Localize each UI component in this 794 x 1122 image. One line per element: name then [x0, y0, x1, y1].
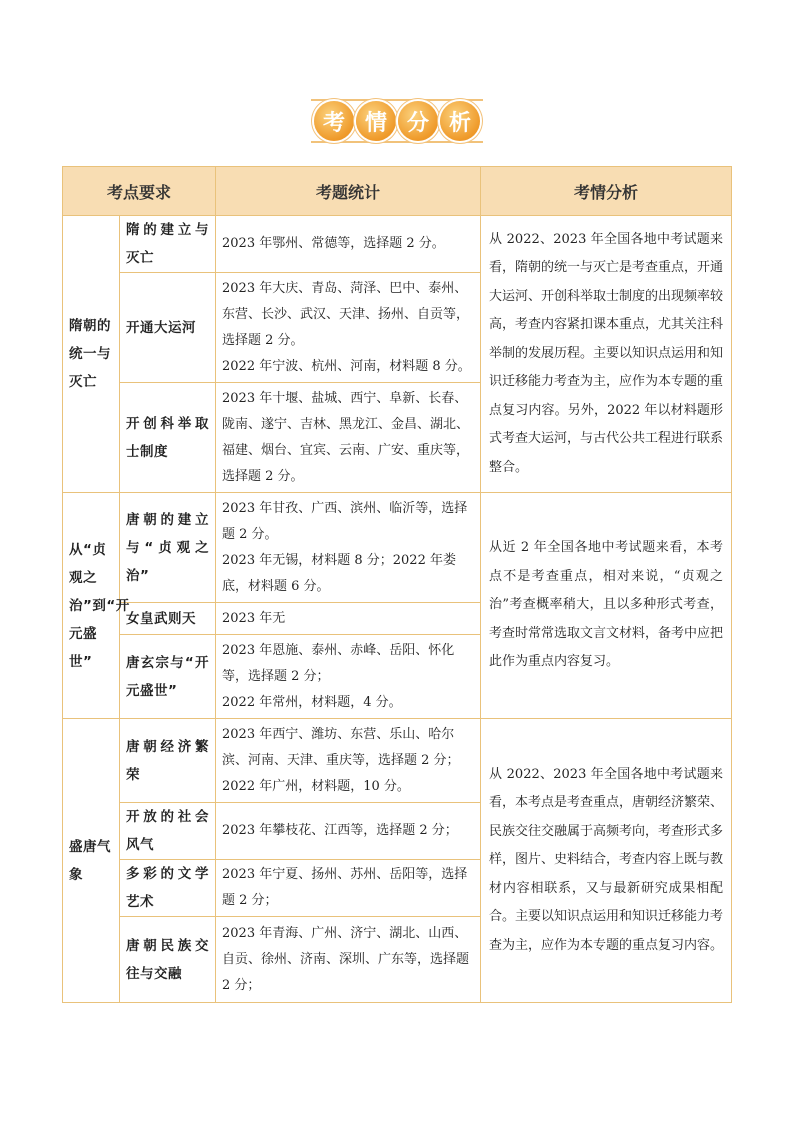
stats-cell [216, 860, 481, 917]
stats-cell [216, 273, 481, 383]
analysis-cell: 从 2022、2023 年全国各地中考试题来看，隋朝的统一与灭亡是考查重点，开通大运河、开创科举取士制度的出现频率较高，考查内容紧扣课本重点，尤其关注科举制的发展历程。主要以知识点运用和知识迁移能力考查为主，应作为本专题的重点复习内容。另外，2022 年以材料题形式考查大运河，与古代公共工程进行联系整合。 [481, 216, 732, 493]
topic-cell: 盛唐气象 [63, 719, 120, 1003]
stats-line: 2023 年无 [222, 610, 286, 626]
page-title [311, 99, 483, 143]
stats-cell [216, 493, 481, 603]
title-char: 析 [440, 101, 480, 141]
subtopic-cell: 开创科举取士制度 [120, 383, 216, 493]
topic-cell: 从“贞观之治”到“开元盛世” [63, 493, 120, 719]
title-char: 情 [356, 101, 396, 141]
subtopic-cell: 女皇武则天 [120, 603, 216, 635]
page-title-banner [0, 96, 794, 146]
table-header-row [63, 167, 732, 216]
stats-cell [216, 635, 481, 719]
stats-cell [216, 917, 481, 1003]
subtopic-cell: 多彩的文学艺术 [120, 860, 216, 917]
stats-cell [216, 803, 481, 860]
header-analysis: 考情分析 [481, 167, 732, 216]
analysis-cell: 从近 2 年全国各地中考试题来看，本考点不是考查重点，相对来说，“贞观之治”考查概率稍大，且以多种形式考查，考查时常常选取文言文材料，备考中应把此作为重点内容复习。 [481, 493, 732, 719]
stats-line: 2023 年西宁、潍坊、东营、乐山、哈尔滨、河南、天津、重庆等，选择题 2 分； [222, 726, 460, 768]
table-row [63, 719, 732, 803]
stats-line: 2023 年攀枝花、江西等，选择题 2 分； [222, 823, 458, 838]
subtopic-cell: 唐朝民族交往与交融 [120, 917, 216, 1003]
header-requirements: 考点要求 [63, 167, 216, 216]
stats-line: 2023 年十堰、盐城、西宁、阜新、长春、陇南、遂宁、吉林、黑龙江、金昌、湖北、福建、烟台、宜宾、云南、广安、重庆等，选择题 2 分。 [222, 390, 470, 484]
header-statistics: 考题统计 [216, 167, 481, 216]
subtopic-cell: 开放的社会风气 [120, 803, 216, 860]
stats-line: 2023 年无锡，材料题 8 分；2022 年娄底，材料题 6 分。 [222, 552, 456, 594]
stats-line: 2022 年广州，材料题，10 分。 [222, 778, 410, 794]
stats-cell [216, 216, 481, 273]
stats-line: 2023 年恩施、泰州、赤峰、岳阳、怀化等，选择题 2 分； [222, 642, 455, 684]
stats-cell [216, 719, 481, 803]
stats-line: 2023 年甘孜、广西、滨州、临沂等，选择题 2 分。 [222, 500, 468, 542]
stats-cell [216, 383, 481, 493]
analysis-cell: 从 2022、2023 年全国各地中考试题来看，本考点是考查重点，唐朝经济繁荣、民族交往交融属于高频考向，考查形式多样，图片、史料结合，考查内容上既与教材内容相联系，又与最新研究成果相配合。主要以知识点运用和知识迁移能力考查为主，应作为本专题的重点复习内容。 [481, 719, 732, 1003]
subtopic-cell: 唐玄宗与“开元盛世” [120, 635, 216, 719]
table-row [63, 493, 732, 603]
stats-line: 2022 年宁波、杭州、河南，材料题 8 分。 [222, 358, 471, 374]
subtopic-cell: 唐朝的建立与“贞观之治” [120, 493, 216, 603]
stats-cell [216, 603, 481, 635]
title-char: 分 [398, 101, 438, 141]
title-char: 考 [314, 101, 354, 141]
stats-line: 2022 年常州，材料题，4 分。 [222, 694, 402, 710]
stats-line: 2023 年宁夏、扬州、苏州、岳阳等，选择题 2 分； [222, 867, 468, 908]
exam-analysis-table [62, 166, 732, 1003]
subtopic-cell: 开通大运河 [120, 273, 216, 383]
topic-cell: 隋朝的统一与灭亡 [63, 216, 120, 493]
stats-line: 2023 年大庆、青岛、菏泽、巴中、泰州、东营、长沙、武汉、天津、扬州、自贡等，选择题 2 分。 [222, 280, 470, 348]
table-row [63, 216, 732, 273]
subtopic-cell: 隋的建立与灭亡 [120, 216, 216, 273]
stats-line: 2023 年鄂州、常德等，选择题 2 分。 [222, 236, 445, 251]
subtopic-cell: 唐朝经济繁荣 [120, 719, 216, 803]
stats-line: 2023 年青海、广州、济宁、湖北、山西、自贡、徐州、济南、深圳、广东等，选择题 2 分； [222, 925, 470, 993]
